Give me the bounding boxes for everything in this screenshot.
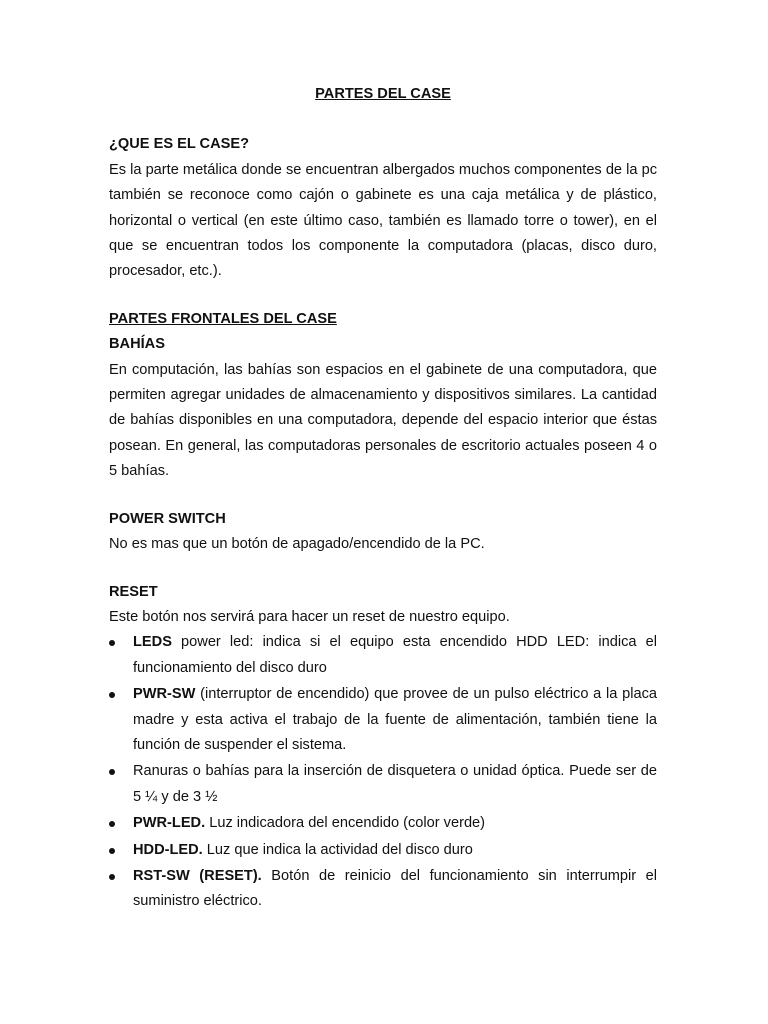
- list-item: [109, 759, 657, 810]
- list-item-term: PWR-LED.: [133, 815, 206, 832]
- bullet-icon: [109, 640, 115, 646]
- bullet-icon: [109, 769, 115, 775]
- list-item-text: Botón de reinicio del funcionamiento sin interrumpir el suministro eléctrico.: [133, 867, 658, 910]
- list-item-term: HDD-LED.: [133, 841, 203, 858]
- bullet-icon: [109, 692, 115, 698]
- section-heading-partes-frontales: PARTES FRONTALES DEL CASE: [109, 310, 337, 327]
- list-item-text: Ranuras o bahías para la inserción de disquetera o unidad óptica. Puede ser de 5 ¼ y de 3 ½: [133, 763, 657, 805]
- bullet-icon: [109, 821, 115, 827]
- parts-list: [109, 630, 657, 914]
- list-item-text: power led: indica si el equipo esta encendido HDD LED: indica el funcionamiento del disco duro: [133, 634, 657, 676]
- section-body-reset: Este botón nos servirá para hacer un reset de nuestro equipo.: [109, 608, 510, 625]
- document-page: [109, 82, 657, 916]
- list-item: [109, 630, 657, 681]
- section-body-que-es: Es la parte metálica donde se encuentran albergados muchos componentes de la pc también se reconoce como cajón o gabinete es una caja metálica y de plástico, horizontal o vertical (en este último caso, también es llamado torre o tower), en el que se encuentran todos los componente la computadora (placas, disco duro, procesador, etc.).: [109, 161, 657, 280]
- list-item: [109, 838, 657, 863]
- section-heading-power-switch: POWER SWITCH: [109, 510, 226, 527]
- bullet-icon: [109, 874, 115, 880]
- list-item: [109, 811, 657, 836]
- list-item-term: PWR-SW: [133, 686, 196, 703]
- document-title: PARTES DEL CASE: [315, 86, 451, 102]
- section-body-bahias: En computación, las bahías son espacios en el gabinete de una computadora, que permiten agregar unidades de almacenamiento y dispositivos similares. La cantidad de bahías disponibles en una computadora, depende del espacio interior que éstas posean. En general, las computadoras personales de escritorio actuales poseen 4 o 5 bahías.: [109, 361, 657, 480]
- subheading-bahias: BAHÍAS: [109, 336, 165, 353]
- section-heading-reset: RESET: [109, 583, 158, 600]
- list-item-term: RST-SW (RESET).: [133, 867, 262, 884]
- section-body-power-switch: No es mas que un botón de apagado/encendido de la PC.: [109, 536, 485, 553]
- bullet-icon: [109, 848, 115, 854]
- list-item-text: Luz que indica la actividad del disco duro: [202, 841, 473, 858]
- list-item: [109, 682, 657, 758]
- list-item: [109, 864, 657, 915]
- list-item-text: (interruptor de encendido) que provee de un pulso eléctrico a la placa madre y esta activa el trabajo de la fuente de alimentación, también tiene la función de suspender el sistema.: [133, 686, 657, 753]
- section-heading-que-es: ¿QUE ES EL CASE?: [109, 136, 250, 153]
- list-item-text: Luz indicadora del encendido (color verde): [205, 815, 486, 832]
- list-item-term: LEDS: [133, 634, 172, 651]
